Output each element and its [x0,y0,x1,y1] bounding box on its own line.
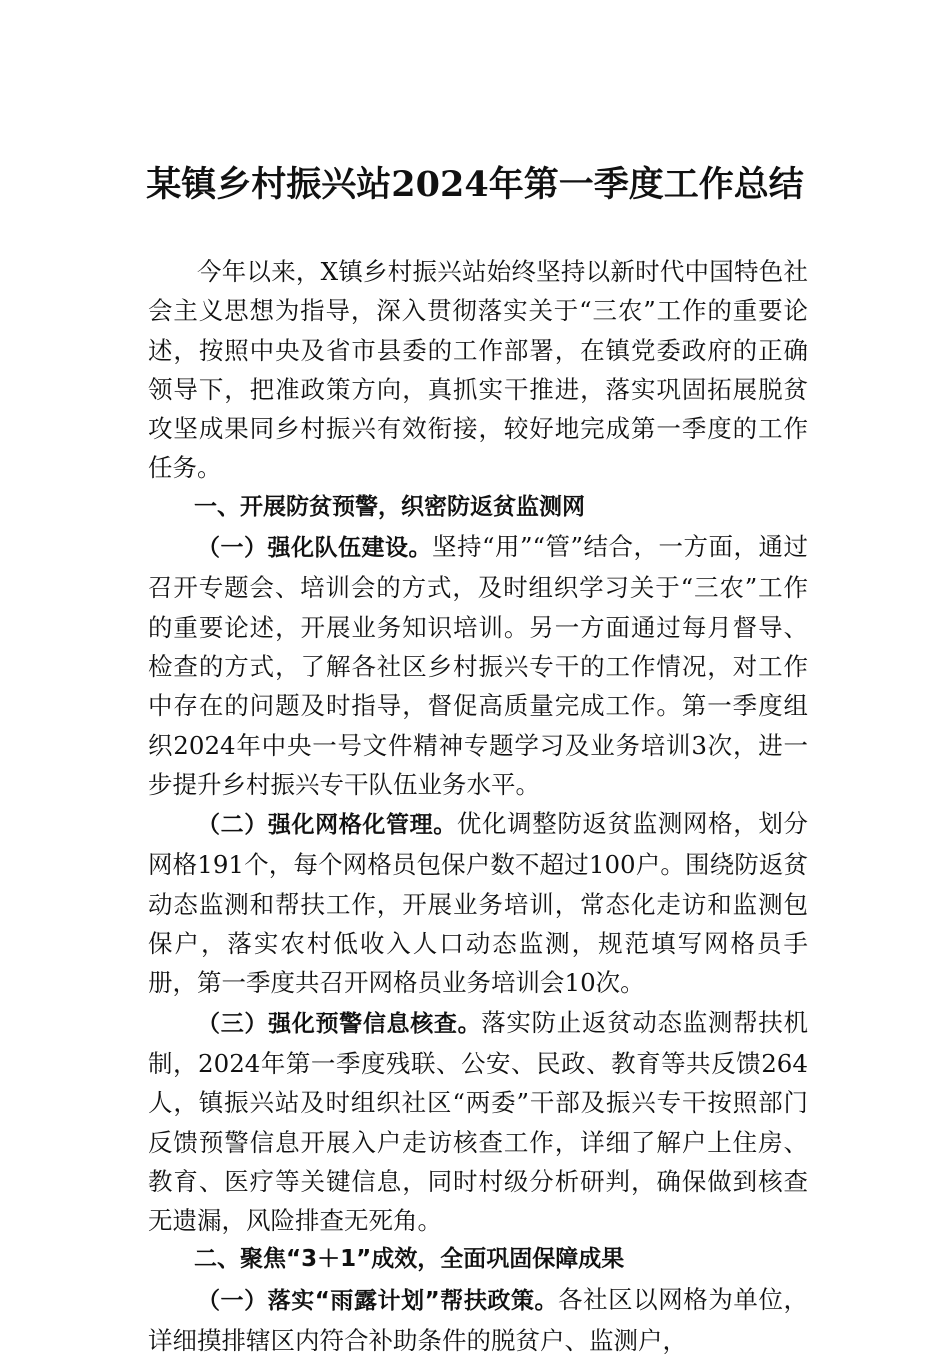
section-2-heading: 二、聚焦“3＋1”成效，全面巩固保障成果 [194,1246,625,1273]
item-text: 优化调整防返贫监测网格，划分网格191个，每个网格员包保户数不超过100户。围绕防返贫动态监测和帮扶工作，开展业务培训，常态化走访和监测包保户，落实农村低收入人口动态监测，规范填写网格员手册，第一季度共召开网格员业务培训会10次。 [148,809,808,998]
intro-paragraph: 今年以来，X镇乡村振兴站始终坚持以新时代中国特色社会主义思想为指导，深入贯彻落实关于“三农”工作的重要论述，按照中央及省市县委的工作部署，在镇党委政府的正确领导下，把准政策方向，真抓实干推进，落实巩固拓展脱贫攻坚成果同乡村振兴有效衔接，较好地完成第一季度的工作任务。 [148,257,808,483]
section-2-item-1 [148,1280,808,1360]
section-1-item-2 [148,804,808,1002]
item-text: 坚持“用”“管”结合，一方面，通过召开专题会、培训会的方式，及时组织学习关于“三农”工作的重要论述，开展业务知识培训。另一方面通过每月督导、检查的方式，了解各社区乡村振兴专干的工作情况，对工作中存在的问题及时指导，督促高质量完成工作。第一季度组织2024年中央一号文件精神专题学习及业务培训3次，进一步提升乡村振兴专干队伍业务水平。 [148,532,809,799]
item-text: 落实防止返贫动态监测帮扶机制，2024年第一季度残联、公安、民政、教育等共反馈264人，镇振兴站及时组织社区“两委”干部及振兴专干按照部门反馈预警信息开展入户走访核查工作，详细了解户上住房、教育、医疗等关键信息，同时村级分析研判，确保做到核查无遗漏，风险排查无死角。 [148,1007,808,1236]
item-lead: （三）强化预警信息核查。 [197,1010,482,1037]
item-lead: （一）落实“雨露计划”帮扶政策。 [197,1287,559,1314]
section-1-heading: 一、开展防贫预警，织密防返贫监测网 [194,493,585,520]
item-lead: （一）强化队伍建设。 [197,535,432,562]
item-lead: （二）强化网格化管理。 [197,812,457,839]
section-1-item-1 [148,527,808,804]
section-1-item-3 [148,1003,808,1241]
document-body [148,252,808,1360]
item-text: 各社区以网格为单位，详细摸排辖区内符合补助条件的脱贫户、监测户， [148,1284,809,1356]
document-title: 某镇乡村振兴站2024年第一季度工作总结 [146,164,804,205]
